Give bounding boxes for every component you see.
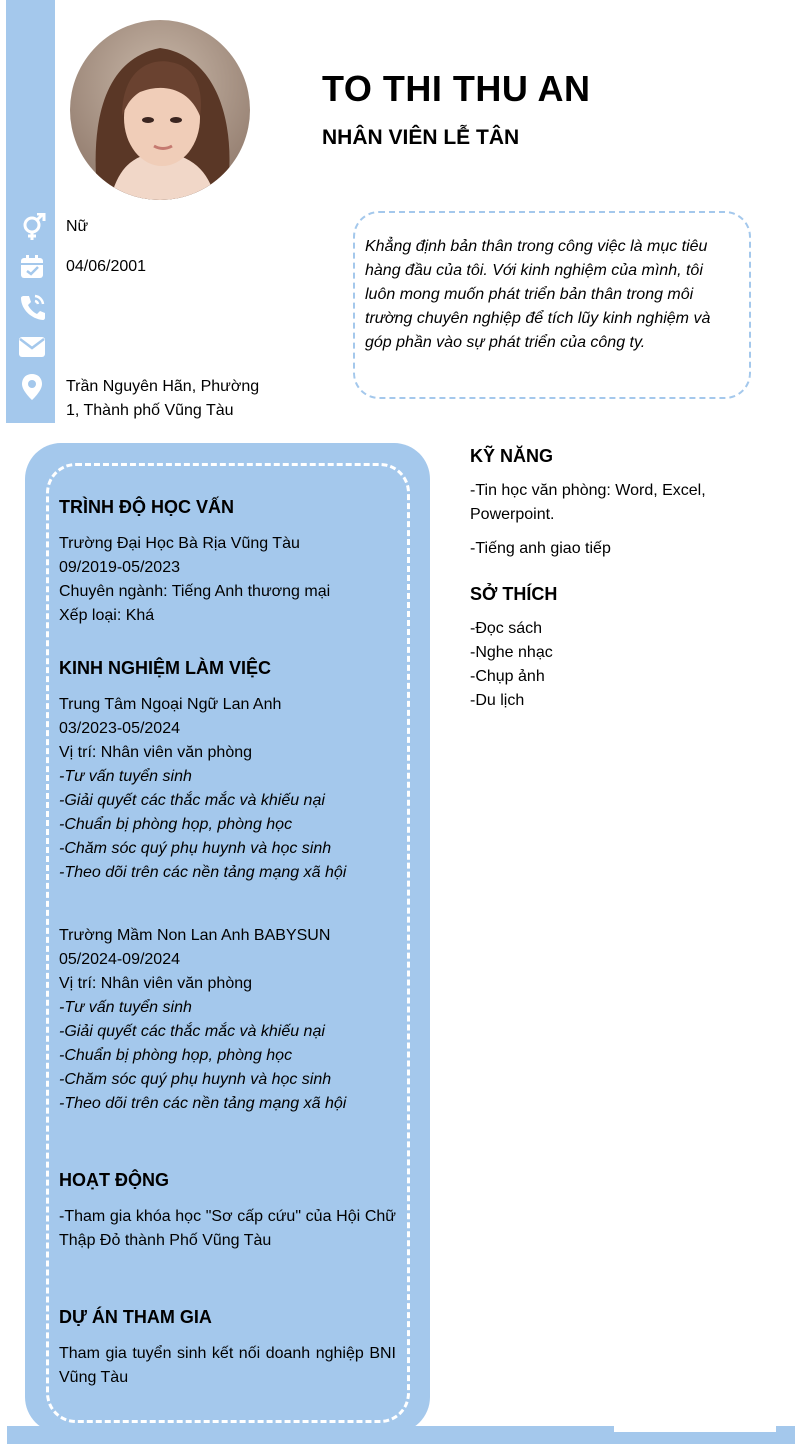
hobbies-title: SỞ THÍCH — [470, 584, 558, 604]
job-position: Vị trí: Nhân viên văn phòng — [59, 975, 253, 992]
gender-value: Nữ — [66, 218, 89, 235]
projects-text: Tham gia tuyển sinh kết nối doanh nghiệp BNI Vũng Tàu — [59, 1345, 396, 1386]
job-company: Trung Tâm Ngoại Ngữ Lan Anh — [59, 696, 282, 713]
education-grade: Xếp loại: Khá — [59, 607, 155, 624]
hobby-item: -Du lịch — [470, 692, 525, 709]
job-duty: -Tư vấn tuyển sinh — [59, 768, 192, 785]
phone-icon — [18, 293, 46, 321]
avatar — [70, 20, 250, 200]
experience-title: KINH NGHIỆM LÀM VIỆC — [59, 658, 272, 678]
hobby-item: -Đọc sách — [470, 620, 543, 637]
candidate-name: TO THI THU AN — [322, 68, 591, 109]
job-duty: -Giải quyết các thắc mắc và khiếu nại — [59, 792, 325, 809]
job-duty: -Chuẩn bị phòng họp, phòng học — [59, 1047, 293, 1064]
calendar-icon — [18, 253, 46, 281]
job-title: NHÂN VIÊN LỄ TÂN — [322, 126, 520, 149]
job-company: Trường Mầm Non Lan Anh BABYSUN — [59, 927, 331, 944]
job-duty: -Chăm sóc quý phụ huynh và học sinh — [59, 840, 332, 857]
skills-title: KỸ NĂNG — [470, 446, 554, 466]
education-school: Trường Đại Học Bà Rịa Vũng Tàu — [59, 535, 300, 552]
job-duty: -Theo dõi trên các nền tảng mạng xã hội — [59, 1095, 347, 1112]
job-period: 03/2023-05/2024 — [59, 720, 180, 737]
location-icon — [18, 373, 46, 401]
email-icon — [18, 333, 46, 361]
job-period: 05/2024-09/2024 — [59, 951, 180, 968]
job-duty: -Chuẩn bị phòng họp, phòng học — [59, 816, 293, 833]
hobby-item: -Nghe nhạc — [470, 644, 553, 661]
job-duty: -Theo dõi trên các nền tảng mạng xã hội — [59, 864, 347, 881]
job-duty: -Giải quyết các thắc mắc và khiếu nại — [59, 1023, 325, 1040]
education-title: TRÌNH ĐỘ HỌC VẤN — [59, 497, 234, 517]
birthdate-value: 04/06/2001 — [66, 258, 147, 275]
job-duty: -Chăm sóc quý phụ huynh và học sinh — [59, 1071, 332, 1088]
job-duty: -Tư vấn tuyển sinh — [59, 999, 192, 1016]
skill-item-continued: Powerpoint. — [470, 506, 555, 523]
job-position: Vị trí: Nhân viên văn phòng — [59, 744, 253, 761]
projects-title: DỰ ÁN THAM GIA — [59, 1307, 212, 1327]
objective-text: Khẳng định bản thân trong công việc là mục tiêu hàng đầu của tôi. Với kinh nghiệm của mình, tôi luôn mong muốn phát triển bản thân trong môi trường chuyên nghiệp để tích lũy kinh nghiệm và góp phần vào sự phát triển của công ty. — [365, 238, 711, 351]
education-major: Chuyên ngành: Tiếng Anh thương mại — [59, 583, 331, 600]
address-line-1: Trần Nguyên Hãn, Phường — [66, 378, 260, 395]
hobby-item: -Chụp ảnh — [470, 668, 545, 685]
bottom-bar-gap — [614, 1426, 776, 1432]
address-line-2: 1, Thành phố Vũng Tàu — [66, 402, 234, 419]
activities-text: -Tham gia khóa học "Sơ cấp cứu" của Hội Chữ Thập Đỏ thành Phố Vũng Tàu — [59, 1208, 396, 1249]
skill-item: -Tiếng anh giao tiếp — [470, 540, 611, 557]
gender-icon — [18, 213, 46, 241]
portrait-photo-icon — [70, 20, 250, 200]
activities-title: HOẠT ĐỘNG — [59, 1170, 169, 1190]
education-period: 09/2019-05/2023 — [59, 559, 180, 576]
skill-item: -Tin học văn phòng: Word, Excel, — [470, 482, 706, 499]
objective-box — [353, 211, 751, 399]
